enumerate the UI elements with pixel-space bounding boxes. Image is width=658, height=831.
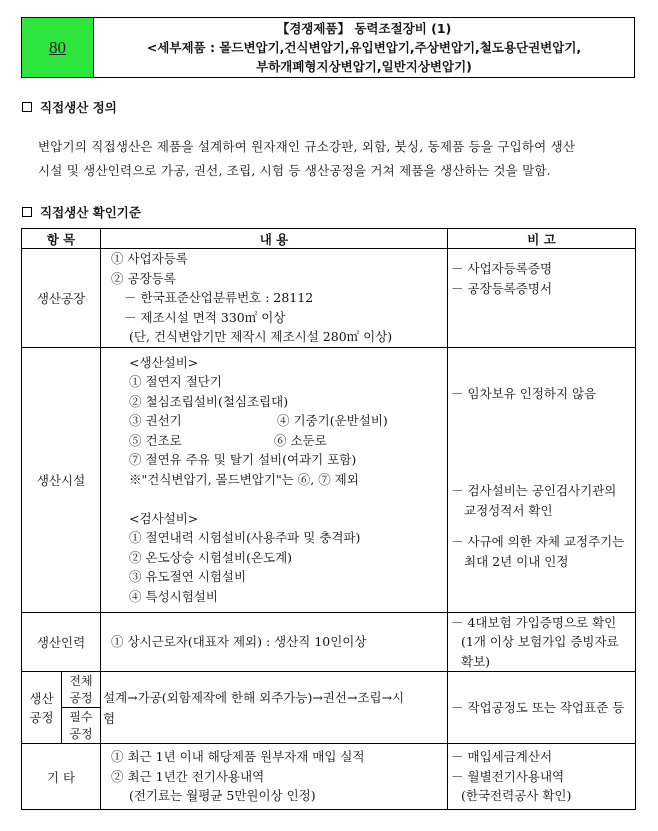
section-criteria-title: 직접생산 확인기준 bbox=[40, 205, 141, 220]
process-label bbox=[22, 672, 62, 744]
header-note: 비 고 bbox=[448, 229, 636, 249]
criteria-table bbox=[21, 228, 636, 810]
manpower-label: 생산인력 bbox=[22, 612, 101, 672]
facility-note-item: 최대 2년 이내 인정 bbox=[464, 553, 569, 569]
factory-note-item: － 사업자등록증명 bbox=[451, 261, 553, 276]
factory-note bbox=[448, 249, 636, 348]
production-equipment-remark: ※"건식변압기, 몰드변압기"는 ⑥, ⑦ 제외 bbox=[129, 471, 359, 487]
manpower-note-item: 확보) bbox=[461, 653, 491, 669]
table-row-other bbox=[22, 744, 636, 810]
other-note-item: (한국전력공사 확인) bbox=[461, 788, 572, 804]
definition-line2: 시설 및 생산인력으로 가공, 권선, 조립, 시험 등 생산공정을 거쳐 제품을 생산하는 것을 말함. bbox=[38, 163, 551, 178]
test-equipment-title: <검사설비> bbox=[129, 510, 199, 526]
factory-note-item: － 공장등록증명서 bbox=[451, 280, 553, 296]
production-equipment-item: ⑤ 건조로 bbox=[129, 432, 182, 448]
section-definition-heading bbox=[22, 98, 117, 116]
product-number: 80 bbox=[22, 18, 94, 77]
process-content-line1: 설계→가공(외함제작에 한해 외주가능)→권선→조립→시 bbox=[103, 689, 405, 705]
process-label-line2: 공정 bbox=[29, 709, 54, 725]
spacer bbox=[111, 489, 447, 509]
table-row-manpower bbox=[22, 612, 636, 672]
other-note-item: － 매입세금계산서 bbox=[451, 749, 553, 765]
factory-content-item: － 한국표준산업분류번호 : 28112 bbox=[124, 290, 314, 305]
process-content-line2: 험 bbox=[103, 710, 116, 726]
header-content: 내 용 bbox=[101, 229, 448, 249]
factory-content-item: － 제조시설 면적 330㎡ 이상 bbox=[124, 309, 286, 325]
other-note bbox=[448, 744, 636, 810]
test-equipment-item: ④ 특성시험설비 bbox=[129, 588, 218, 604]
production-equipment-pair bbox=[111, 431, 447, 451]
process-sub-required-line1: 필수 bbox=[69, 709, 93, 724]
production-equipment-pair bbox=[111, 411, 447, 431]
table-row-facility bbox=[22, 347, 636, 612]
production-equipment-title: <생산설비> bbox=[129, 354, 199, 370]
other-content-item: ② 최근 1년간 전기사용내역 bbox=[111, 768, 265, 784]
test-equipment-item: ① 절연내력 시험설비(사용주파 및 충격파) bbox=[129, 530, 361, 546]
production-equipment-item: ② 철심조립설비(철심조립대) bbox=[129, 393, 289, 409]
production-equipment-item: ⑦ 절연유 주유 및 탈기 설비(여과기 포함) bbox=[129, 452, 357, 468]
factory-label: 생산공장 bbox=[22, 249, 101, 348]
facility-note-item: － 임차보유 인정하지 않음 bbox=[451, 385, 597, 401]
factory-content-item: ② 공장등록 bbox=[111, 270, 176, 286]
definition-line1: 변압기의 직접생산은 제품을 설계하여 원자재인 규소강판, 외함, 붓싱, 동제품 등을 구입하여 생산 bbox=[38, 139, 576, 154]
checkbox-square-icon bbox=[22, 102, 32, 112]
facility-label: 생산시설 bbox=[22, 347, 101, 612]
process-sub-full bbox=[62, 672, 101, 708]
factory-content-item: ① 사업자등록 bbox=[111, 251, 188, 266]
process-content bbox=[101, 672, 448, 744]
product-header bbox=[21, 17, 635, 78]
facility-note-item: － 검사설비는 공인검사기관의 bbox=[451, 483, 617, 498]
manpower-note-item: (1개 이상 보험가입 증빙자료 bbox=[461, 634, 619, 649]
header-item: 항 목 bbox=[22, 229, 101, 249]
product-title bbox=[94, 18, 634, 77]
section-criteria-heading bbox=[22, 203, 141, 221]
facility-note bbox=[448, 347, 636, 612]
other-label: 기 타 bbox=[22, 744, 101, 810]
manpower-content: ① 상시근로자(대표자 제외) : 생산직 10인이상 bbox=[101, 612, 448, 672]
spacer bbox=[451, 403, 635, 481]
process-label-line1: 생산 bbox=[29, 690, 54, 706]
spacer bbox=[451, 520, 635, 532]
table-row-process-full bbox=[22, 672, 636, 708]
production-equipment-item: ④ 기중기(운반설비) bbox=[277, 413, 388, 429]
product-title-line1: 【경쟁제품】 동력조절장비 (1) bbox=[276, 21, 452, 36]
other-content bbox=[101, 744, 448, 810]
factory-content-item: (단, 건식변압기만 제작시 제조시설 280㎡ 이상) bbox=[129, 329, 393, 344]
table-header-row bbox=[22, 229, 636, 249]
table-row-factory bbox=[22, 249, 636, 348]
test-equipment-item: ② 온도상승 시험설비(온도계) bbox=[129, 549, 293, 565]
other-content-item: ① 최근 1년 이내 해당제품 원부자재 매입 실적 bbox=[111, 749, 365, 765]
manpower-note-item: － 4대보험 가입증명으로 확인 bbox=[451, 614, 617, 630]
process-note: － 작업공정도 또는 작업표준 등 bbox=[448, 672, 636, 744]
production-equipment-item: ① 절연지 절단기 bbox=[129, 374, 222, 390]
process-sub-required-line2: 공정 bbox=[69, 726, 93, 741]
process-sub-required bbox=[62, 708, 101, 744]
section-definition-title: 직접생산 정의 bbox=[40, 100, 117, 115]
production-equipment-item: ③ 권선기 bbox=[129, 413, 182, 429]
facility-note-item: － 사규에 의한 자체 교정주기는 bbox=[451, 534, 625, 549]
production-equipment-item: ⑥ 소둔로 bbox=[274, 432, 327, 448]
other-content-item: (전기료는 월평균 5만원이상 인정) bbox=[129, 788, 316, 804]
other-note-item: － 월별전기사용내역 bbox=[451, 768, 565, 784]
process-sub-full-line2: 공정 bbox=[69, 690, 93, 705]
test-equipment-item: ③ 유도절연 시험설비 bbox=[129, 569, 247, 585]
checkbox-square-icon bbox=[22, 207, 32, 217]
facility-content bbox=[101, 347, 448, 612]
factory-content bbox=[101, 249, 448, 348]
manpower-note bbox=[448, 612, 636, 672]
facility-note-item: 교정성적서 확인 bbox=[464, 502, 553, 518]
definition-paragraph bbox=[38, 135, 636, 183]
product-title-line2: <세부제품 : 몰드변압기,건식변압기,유입변압기,주상변압기,철도용단권변압기, bbox=[146, 40, 582, 55]
process-sub-full-line1: 전체 bbox=[69, 673, 93, 688]
product-title-line3: 부하개폐형지상변압기,일반지상변압기) bbox=[256, 59, 472, 74]
